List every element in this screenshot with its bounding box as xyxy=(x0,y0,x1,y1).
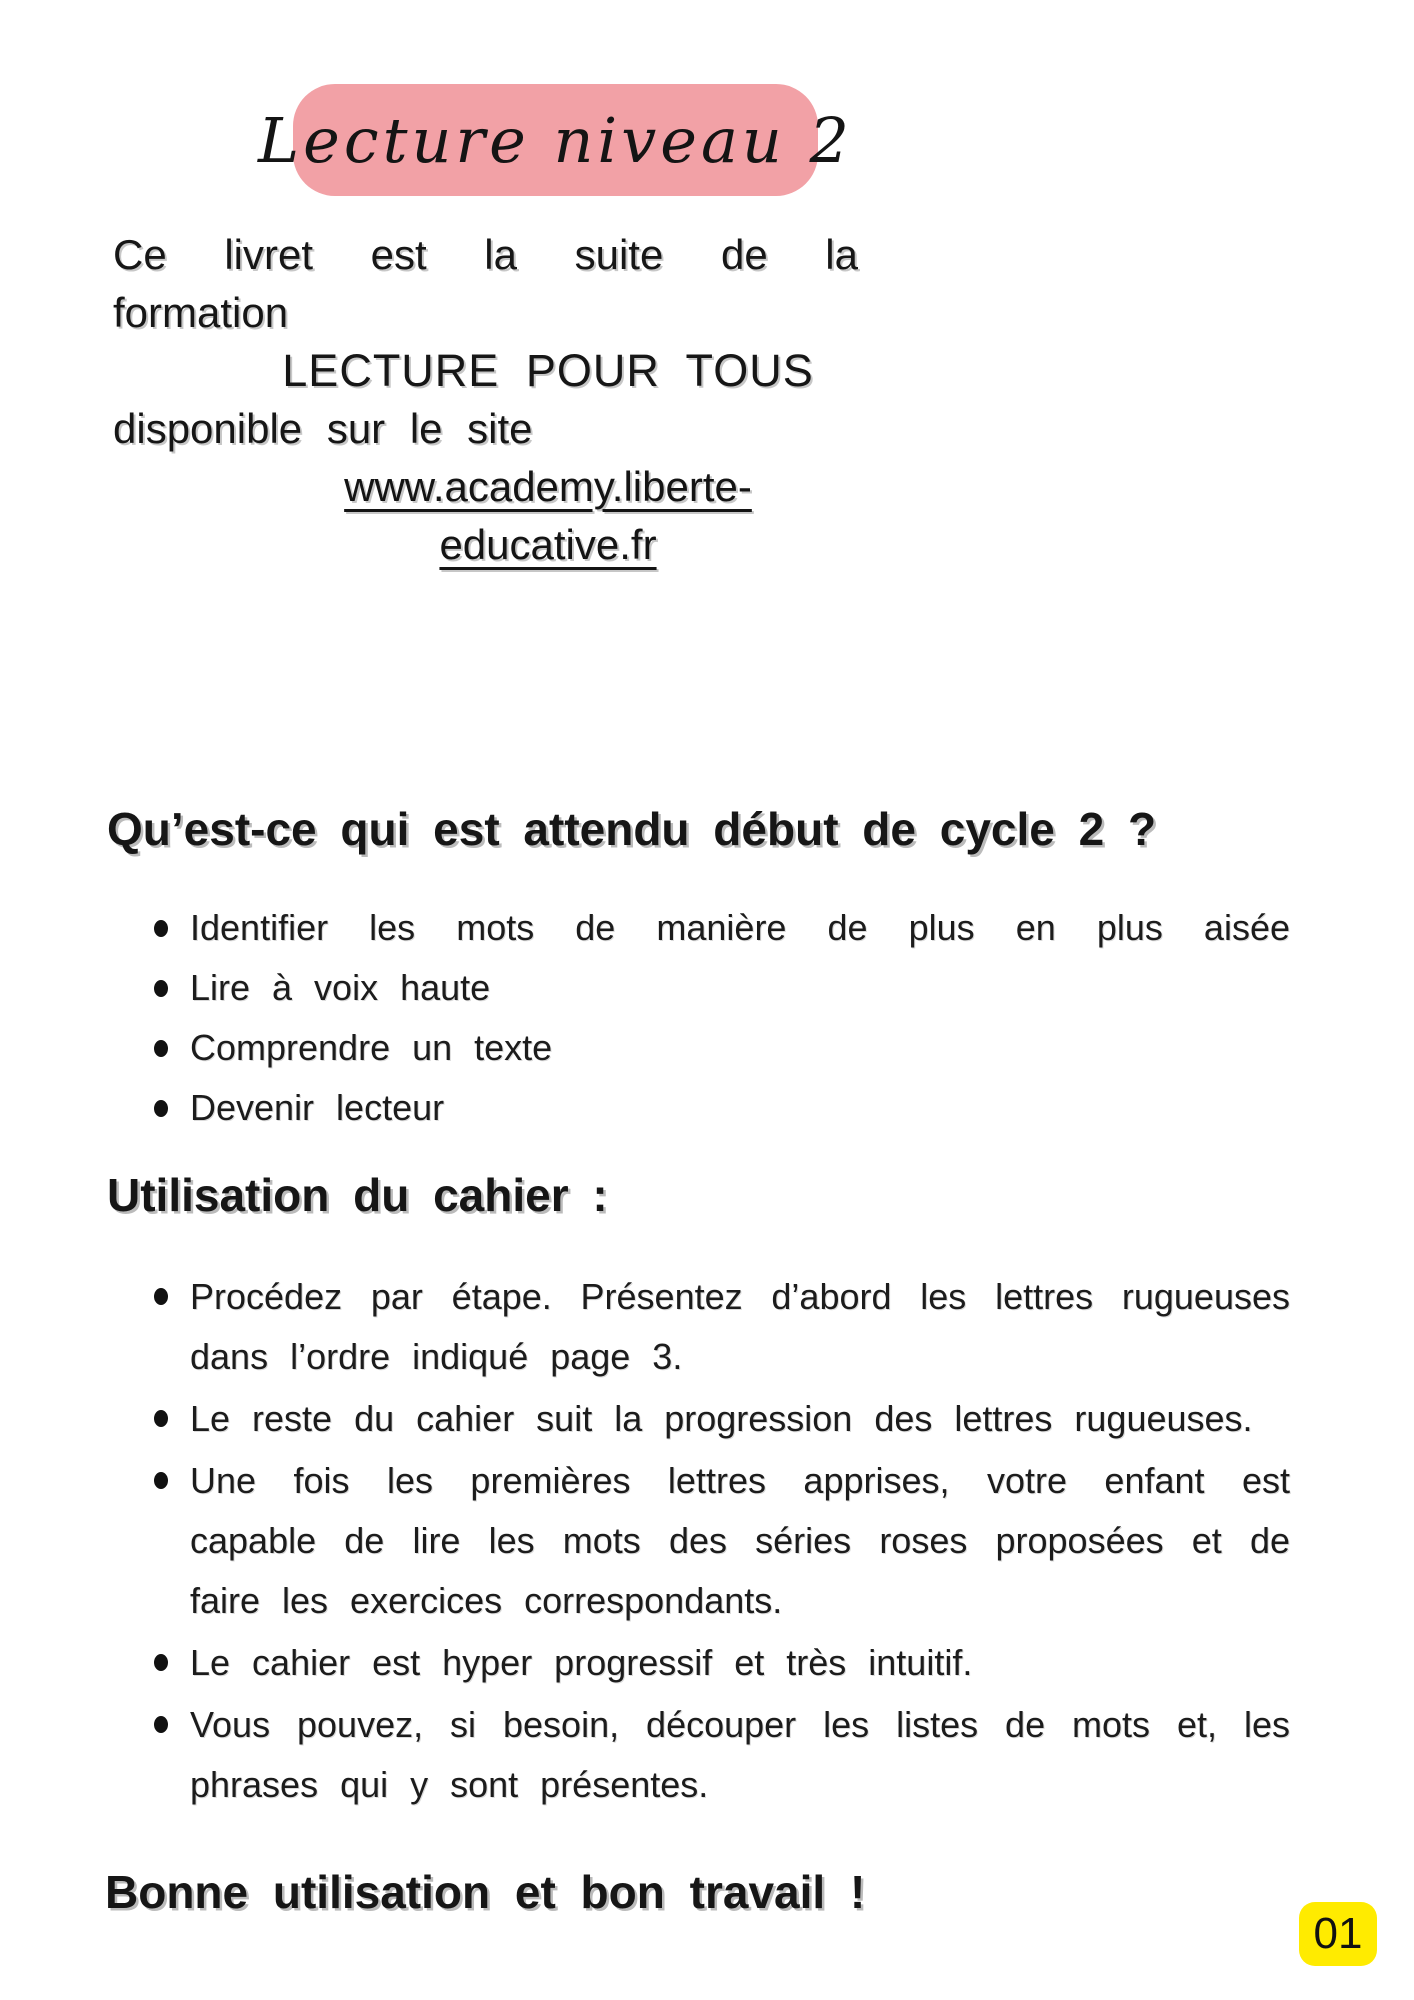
list-item: Une fois les premières lettres apprises, votre enfant est capable de lire les mots des séries roses proposées et de faire les exercices correspondants. xyxy=(150,1451,1290,1631)
list-item: Comprendre un texte xyxy=(150,1019,1290,1077)
intro-line-1: Ce livret est la suite de la formation xyxy=(113,231,858,336)
section-2-bullet-list xyxy=(150,1267,1290,1815)
site-link[interactable]: www.academy.liberte-educative.fr xyxy=(344,463,752,568)
list-item: Procédez par étape. Présentez d’abord les lettres rugueuses dans l’ordre indiqué page 3. xyxy=(150,1267,1290,1387)
intro-line-3: disponible sur le site xyxy=(113,405,533,452)
page-title: Lecture niveau 2 xyxy=(258,103,853,177)
list-item: Le cahier est hyper progressif et très intuitif. xyxy=(150,1633,1290,1693)
page-number-badge xyxy=(1299,1902,1377,1966)
section-1-heading: Qu’est-ce qui est attendu début de cycle 2 ? xyxy=(107,803,1157,855)
section-1-bullet-list xyxy=(150,899,1290,1137)
list-item: Devenir lecteur xyxy=(150,1079,1290,1137)
site-link-line xyxy=(113,458,858,574)
list-item: Le reste du cahier suit la progression des lettres rugueuses. xyxy=(150,1389,1290,1449)
intro-paragraph xyxy=(113,226,858,574)
list-item: Lire à voix haute xyxy=(150,959,1290,1017)
formation-name: LECTURE POUR TOUS xyxy=(282,345,814,396)
title-banner xyxy=(258,84,853,196)
page-number: 01 xyxy=(1313,1909,1363,1958)
list-item: Vous pouvez, si besoin, découper les listes de mots et, les phrases qui y sont présentes. xyxy=(150,1695,1290,1815)
list-item: Identifier les mots de manière de plus en plus aisée xyxy=(150,899,1290,957)
section-2-heading: Utilisation du cahier : xyxy=(107,1169,608,1221)
footer-message: Bonne utilisation et bon travail ! xyxy=(105,1866,866,1918)
